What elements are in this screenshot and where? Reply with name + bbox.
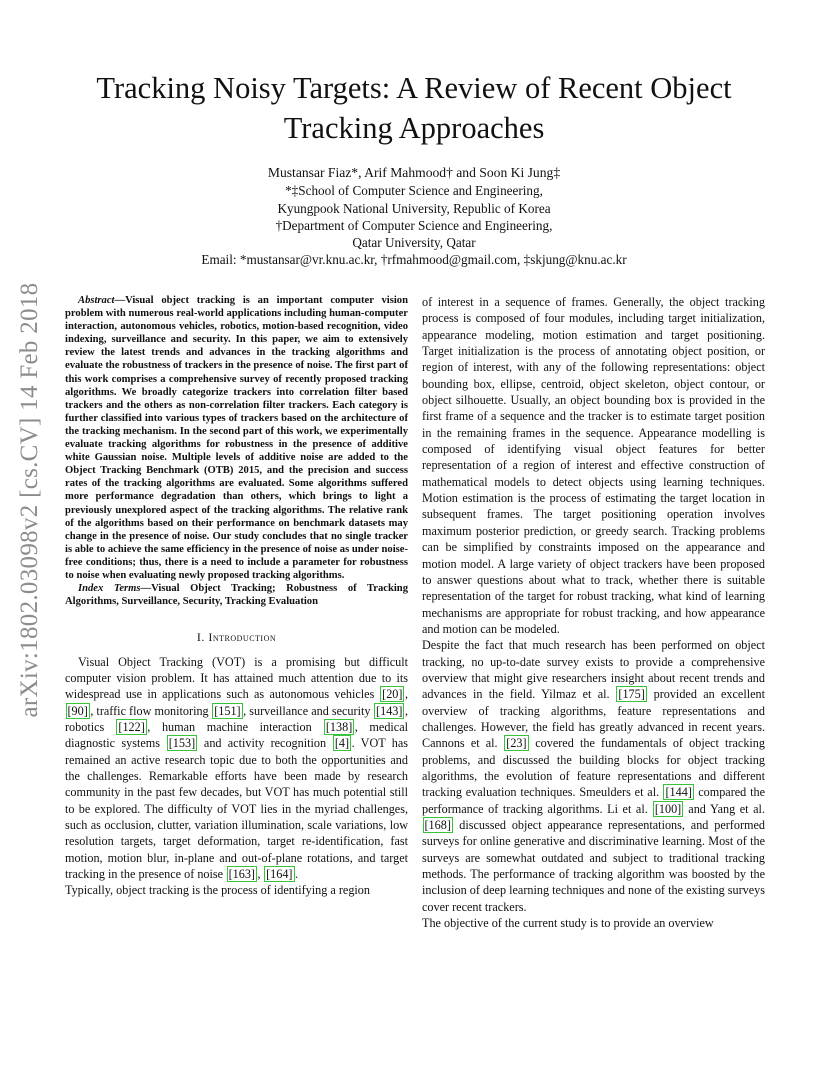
author-block: [40, 164, 788, 269]
text-run: ,: [257, 867, 264, 882]
citation-link[interactable]: [151]: [214, 703, 241, 718]
abstract-text: —Visual object tracking is an important computer vision problem with numerous real-world applications including human-computer interaction, autonomous vehicles, robotics, motion-based recognition, video indexing, surveillance and security. In this paper, we aim to extensively review the latest trends and advances in the tracking algorithms and evaluate the robustness of trackers in the presence of noise. The first part of this work comprises a comprehensive survey of recently proposed tracking algorithms. We broadly categorize trackers into correlation filter based trackers and the others as non-correlation filter trackers. Each category is further classified into various types of trackers based on the architecture of the tracking mechanism. In the second part of this work, we experimentally evaluate tracking algorithms for robustness in the presence of additive white Gaussian noise. Multiple levels of additive noise are added to the Object Tracking Benchmark (OTB) 2015, and the precision and success rates of the tracking algorithms are evaluated. Some algorithms suffered more performance degradation than others, which brings to light a previously unexplored aspect of the tracking algorithms. The relative rank of the algorithms based on their performance on benchmark datasets may change in the presence of noise. Our study concludes that no single tracker is able to achieve the same efficiency in the presence of noise as under noise-free conditions; thus, there is a need to include a parameter for robustness to noise when evaluating newly proposed tracking algorithms.: [65, 295, 408, 581]
index-terms-text: —Visual Object Tracking; Robustness of Tracking Algorithms, Surveillance, Security, Tracking Evaluation: [65, 583, 408, 608]
abstract-label: Abstract: [78, 295, 115, 306]
citation-link[interactable]: [143]: [376, 703, 403, 718]
citation-link[interactable]: [4]: [334, 736, 350, 751]
citation-link[interactable]: [122]: [118, 719, 145, 734]
citation-link[interactable]: [163]: [228, 867, 255, 882]
text-run: , traffic flow monitoring: [90, 703, 212, 718]
intro-paragraph-5: The objective of the current study is to provide an overview: [422, 916, 714, 931]
left-column: [65, 294, 408, 899]
text-run: provided an excellent overview of tracking algorithms, feature representations and challenges. However, the field has greatly advanced in recent years. Cannons et al.: [422, 687, 766, 751]
text-run: , medical diagnostic systems: [65, 719, 408, 751]
text-run: covered the fundamentals of object tracking problems, and discussed the building blocks for object tracking algorithms, the evolution of feature representations and different tracking evaluation techniques. Smeulders et al.: [422, 736, 765, 800]
citation-link[interactable]: [144]: [665, 785, 692, 800]
citation-link[interactable]: [90]: [67, 703, 88, 718]
text-run: discussed object appearance representations, and performed surveys for online generative and discriminative learning. Most of the surveys are somewhat outdated and subject to traditional tracking methods. The performance of tracking algorithm was boosted by the inclusion of deep learning techniques and none of the existing surveys cover recent trackers.: [422, 818, 765, 914]
text-run: ,: [404, 687, 408, 702]
intro-paragraph-4: [422, 637, 765, 915]
citation-link[interactable]: [164]: [266, 867, 293, 882]
text-run: .: [295, 867, 299, 882]
author-names: Mustansar Fiaz*, Arif Mahmood† and Soon Ki Jung‡: [267, 165, 561, 180]
arxiv-id: arXiv:1802.03098v2 [cs.CV] 14 Feb 2018: [16, 282, 43, 718]
right-column: [422, 294, 765, 931]
text-run: , robotics: [65, 703, 408, 734]
intro-paragraph-3: of interest in a sequence of frames. Generally, the object tracking process is composed of four modules, including target initialization, appearance modeling, motion estimation and target positioning. Target initialization is the process of annotating object position, or region of interest, with any of the following representations: object bounding box, ellipse, centroid, object skeleton, object contour, or object silhouette. Usually, an object bounding box is provided in the first frame of a sequence and the tracker is to estimate target position in the remaining frames in the sequence. Appearance modelling is composed of identifying visual object features for better representation of a region of interest and effective construction of mathematical models to detect objects using learning techniques. Motion estimation is the process of estimating the target location in subsequent frames. The target positioning operation involves maximum posterior prediction, or greedy search. Tracking problems can be simplified by constraints imposed on the appearance and motion model. A large variety of object trackers have been proposed to answer questions about what to track, whether there is suitable representation of the target for robust tracking, what kind of learning mechanisms are appropriate for robust tracking, and how appearance and motion can be modeled.: [422, 295, 765, 636]
section-heading: [65, 629, 408, 645]
affiliation-2-line-1: †Department of Computer Science and Engineering,: [275, 217, 553, 233]
section-title: Introduction: [208, 630, 277, 645]
text-run: and Yang et al.: [683, 801, 765, 816]
citation-link[interactable]: [100]: [654, 801, 682, 816]
text-run: Despite the fact that much research has been performed on object tracking, no up-to-date survey exists to provide a comprehensive overview that might give researchers insight about recent trends and advances in the field. Yilmaz et al.: [422, 638, 765, 702]
citation-link[interactable]: [153]: [168, 736, 196, 751]
citation-link[interactable]: [138]: [325, 719, 353, 734]
citation-link[interactable]: [23]: [506, 736, 527, 751]
citation-link[interactable]: [175]: [618, 687, 645, 702]
intro-paragraph-2: Typically, object tracking is the process of identifying a region: [65, 883, 370, 898]
affiliation-2-line-2: Qatar University, Qatar: [352, 235, 476, 251]
text-run: Visual Object Tracking (VOT) is a promising but difficult computer vision problem. It has attained much attention due to its widespread use in applications such as autonomous vehicles: [65, 654, 408, 702]
affiliation-1-line-2: Kyungpook National University, Republic of Korea: [277, 200, 551, 216]
abstract: [65, 294, 408, 582]
text-run: , human machine interaction: [147, 719, 324, 734]
text-run: and activity recognition: [197, 736, 333, 751]
citation-link[interactable]: [20]: [382, 687, 403, 702]
intro-paragraph-1: [65, 654, 408, 883]
author-emails: Email: *mustansar@vr.knu.ac.kr, †rfmahmood@gmail.com, ‡skjung@knu.ac.kr: [201, 252, 627, 268]
arxiv-stamp: [8, 282, 52, 718]
citation-link[interactable]: [168]: [424, 818, 451, 832]
index-terms-label: Index Terms: [78, 583, 141, 595]
section-number: I.: [196, 630, 209, 645]
index-terms: [65, 582, 408, 608]
affiliation-1-line-1: *‡School of Computer Science and Engineering,: [285, 183, 543, 199]
paper-title: Tracking Noisy Targets: A Review of Recent Object Tracking Approaches: [96, 71, 732, 145]
text-run: , surveillance and security: [243, 703, 374, 718]
text-run: compared the performance of tracking algorithms. Li et al.: [422, 785, 766, 816]
text-run: . VOT has remained an active research topic due to both the opportunities and the challenges. Remarkable efforts have been made by research community in the past few decades, but VOT has much potential still to be explored. The difficulty of VOT lies in the myriad challenges, such as occlusion, clutter, variation illumination, scale variations, low resolution targets, target deformation, target re-identification, fast motion, motion blur, in-plane and out-of-plane rotations, and target tracking in the presence of noise: [65, 736, 409, 882]
